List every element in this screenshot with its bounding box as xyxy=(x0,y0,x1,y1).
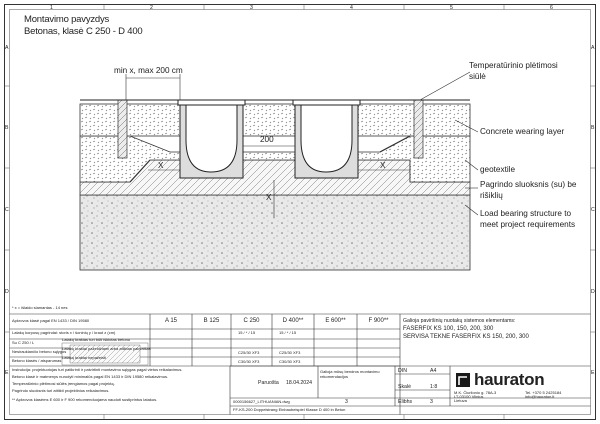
table-sub-label-3: Latakų kraštai nepažeisti xyxy=(62,355,107,360)
drawing-number: 0000156627_LITHUANIAN.dwg xyxy=(233,399,290,404)
frame-col-4: 4 xyxy=(350,5,353,11)
company-phone: Tel. +370 5 2425184 xyxy=(525,390,562,395)
thermal-joint-left xyxy=(118,100,127,158)
table-row-label-3: Su C 250 / L xyxy=(12,340,35,345)
frame-col-2: 2 xyxy=(150,5,153,11)
class-d400-row3: C30/30 XF3 xyxy=(279,359,301,364)
table-sub-label-1: Latakų kraštas turi būti išklotas betonu xyxy=(62,337,131,342)
product-line-1: FASERFIX KS 100, 150, 200, 300 xyxy=(403,326,494,332)
note-1: Instrukcija: projektuotojas turi patikrinti ir patvirtinti montavimo sąlygas pagal vietos reikalavimus. xyxy=(12,367,183,372)
class-header-c250: C 250 xyxy=(243,318,260,324)
class-header-d400: D 400** xyxy=(282,318,304,324)
wearing-layer-middle xyxy=(243,104,295,136)
base-layer-label-2: rišiklių xyxy=(480,191,503,200)
class-c250-row2: C25/30 XF3 xyxy=(238,350,260,355)
frame-col-3: 3 xyxy=(250,5,253,11)
frame-col-5: 5 xyxy=(450,5,453,11)
load-bearing-label: Load bearing structure to xyxy=(480,209,572,218)
frame-row-d: D xyxy=(5,289,9,295)
channel-right xyxy=(293,100,360,178)
table-row-label-1: Apkrovos klasė pagal EN 1433 / DIN 19580 xyxy=(12,318,90,323)
dimension-middle: 200 xyxy=(260,135,274,144)
frame-row-a: A xyxy=(5,45,9,51)
wearing-layer-left xyxy=(80,104,180,136)
table-row-label-5: Betono klasės / atsparumas xyxy=(12,358,62,363)
product-scope-label: Galioja paviršinių nuotakų sistemos elementams: xyxy=(403,318,516,324)
sheet-count: 3 xyxy=(345,399,348,405)
frame-row-e: E xyxy=(5,370,9,376)
class-header-a15: A 15 xyxy=(164,318,177,324)
footnote: * x = išlaido slamantas - 14 nes xyxy=(12,305,68,310)
dimension-depth: X xyxy=(266,193,272,202)
dimension-side-right: X xyxy=(380,161,386,170)
wearing-layer-label: Concrete wearing layer xyxy=(480,127,565,136)
company-address-2: LT-03100 Vilnius xyxy=(454,394,484,399)
joint-label: Temperatūrinio plėtimosi xyxy=(469,61,558,70)
class-header-b125: B 125 xyxy=(203,318,220,324)
channel-left xyxy=(178,100,245,178)
frame-row-a-right: A xyxy=(591,45,595,51)
class-d400-row1: 15 / * / 15 xyxy=(279,330,297,335)
frame-row-e-right: E xyxy=(591,370,595,376)
class-header-f900: F 900** xyxy=(368,318,389,324)
class-c250-row1: 15 / * / 15 xyxy=(238,330,256,335)
base-layer-label: Pagrindo sluoksnis (su) be xyxy=(480,180,577,189)
scale-value: 1:8 xyxy=(430,384,438,390)
class-d400-row2: C25/30 XF3 xyxy=(279,350,301,355)
load-bearing-layer xyxy=(80,195,470,270)
company-name: hauraton xyxy=(474,370,545,389)
note-5: ** Apkrovos klasėms E 600 ir F 900 rekomenduojama naudoti sustiprintus latakus. xyxy=(12,397,158,402)
frame-row-d-right: D xyxy=(591,289,595,295)
validity-note: Galioja mūsų bendros montavimo rekomendacijos xyxy=(320,369,380,379)
drawing-title: Montavimo pavyzdys xyxy=(24,14,110,25)
company-address-3: Lietuva xyxy=(454,398,467,403)
sheet-label: Elibhs xyxy=(398,399,413,405)
note-3: Temperatūrinio plėtimosi siūlės įrengiamos pagal projektą. xyxy=(12,381,115,386)
prepared-date: 18.04.2024 xyxy=(286,380,312,386)
company-email: info@hauraton.lt xyxy=(525,394,555,399)
frame-row-b: B xyxy=(5,125,9,131)
drawing-subtitle: Betonas, klasė C 250 - D 400 xyxy=(24,26,143,37)
class-c250-row3: C30/30 XF3 xyxy=(238,359,260,364)
table-row-label-4: Nesiraukiančio betono sąlygos xyxy=(12,349,67,354)
note-4: Pagrindo sluoksnis turi atitikti projektinius reikalavimus. xyxy=(12,388,110,393)
class-header-e600: E 600** xyxy=(325,318,346,324)
table-sub-label-2: Latakų kraštai pažeidžiami arba atliktas pakvaišas xyxy=(62,346,151,351)
geotextile-label: geotextile xyxy=(480,165,516,174)
frame-col-1: 1 xyxy=(50,5,53,11)
bottom-title: FF-KS-200 Doppelstrang Einbaubeispiel Klasse D 400 in Beton xyxy=(233,407,346,412)
frame-row-c: C xyxy=(5,207,9,213)
din-value: A4 xyxy=(430,368,437,374)
frame-row-c-right: C xyxy=(591,207,595,213)
hauraton-logo-icon xyxy=(456,373,470,387)
scale-label: Skalė xyxy=(398,384,411,390)
product-line-2: SERVISA TEKNE FASERFIX KS 150, 200, 300 xyxy=(403,334,529,340)
load-bearing-label-2: meet project requirements xyxy=(480,220,576,229)
frame-col-6: 6 xyxy=(550,5,553,11)
sheet-value: 3 xyxy=(430,399,433,405)
din-label: DIN xyxy=(398,368,407,374)
table-row-label-2: Latakų korpusų pagrindai: storis x / šoninių y / kraut z (cm) xyxy=(12,330,116,335)
thermal-joint-right xyxy=(414,100,423,158)
joint-label-2: siūlė xyxy=(469,72,486,81)
prepared-label: Paruošta xyxy=(258,380,279,386)
company-address-1: M.K. Čiurlionio g. 78A-3 xyxy=(454,390,497,395)
note-2: Betono klasė ir matmenys nurodyti minimalūs pagal EN 1433 ir DIN 19580 reikalavimus. xyxy=(12,374,169,379)
frame-row-b-right: B xyxy=(591,125,595,131)
min-max-label: min x, max 200 cm xyxy=(114,66,183,75)
dimension-side-left: X xyxy=(158,161,164,170)
